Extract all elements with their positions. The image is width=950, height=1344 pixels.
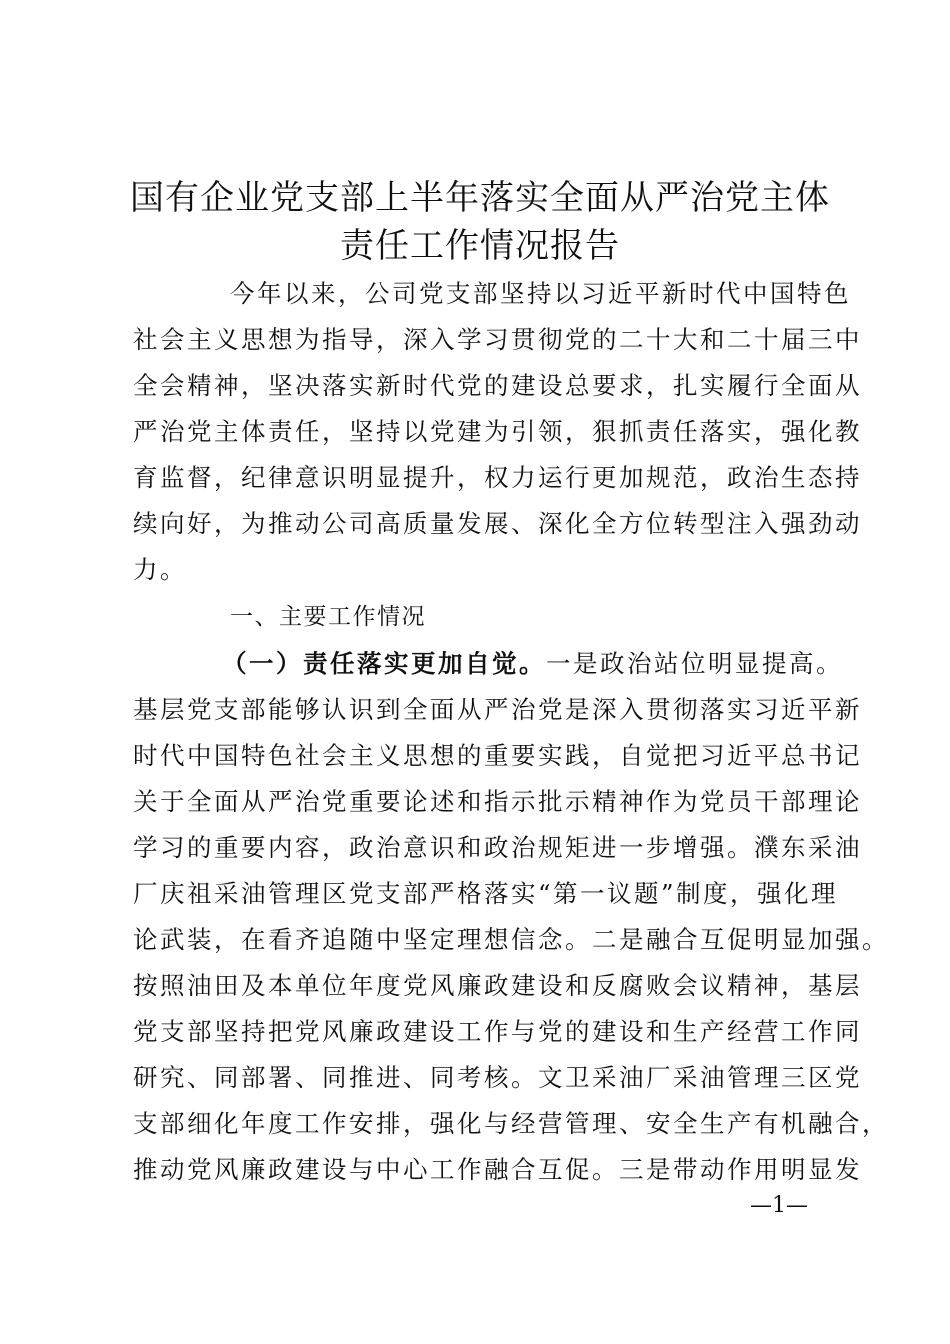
body-line: 按照油田及本单位年度党风廉政建设和反腐败会议精神，基层 (133, 971, 862, 1000)
intro-line: 力。 (133, 555, 187, 584)
intro-line: 续向好，为推动公司高质量发展、深化全方位转型注入强劲动 (133, 509, 862, 538)
intro-line: 社会主义思想为指导，深入学习贯彻党的二十大和二十届三中 (133, 325, 862, 354)
body-line: 学习的重要内容，政治意识和政治规矩进一步增强。濮东采油 (133, 833, 862, 862)
intro-line: 今年以来，公司党支部坚持以习近平新时代中国特色 (230, 279, 851, 308)
body-line: 时代中国特色社会主义思想的重要实践，自觉把习近平总书记 (133, 741, 862, 770)
body-line: 关于全面从严治党重要论述和指示批示精神作为党员干部理论 (133, 787, 862, 816)
document-title-line-2: 责任工作情况报告 (340, 226, 620, 266)
intro-line: 育监督，纪律意识明显提升，权力运行更加规范，政治生态持 (133, 463, 862, 492)
body-line: 研究、同部署、同推进、同考核。文卫采油厂采油管理三区党 (133, 1063, 862, 1092)
body-line: 推动党风廉政建设与中心工作融合互促。三是带动作用明显发 (133, 1155, 862, 1184)
subsection-heading: （一）责任落实更加自觉。 (222, 649, 546, 678)
body-line: 支部细化年度工作安排，强化与经营管理、安全生产有机融合， (133, 1109, 889, 1138)
body-line: 论武装，在看齐追随中坚定理想信念。二是融合互促明显加强。 (133, 925, 889, 954)
section-heading: 一、主要工作情况 (230, 604, 426, 630)
document-title-line-1: 国有企业党支部上半年落实全面从严治党主体 (130, 178, 830, 218)
subsection-first-line (222, 645, 843, 680)
intro-line: 全会精神，坚决落实新时代党的建设总要求，扎实履行全面从 (133, 371, 862, 400)
intro-line: 严治党主体责任，坚持以党建为引领，狠抓责任落实，强化教 (133, 417, 862, 446)
page-number: —1— (750, 1193, 808, 1218)
body-line: 党支部坚持把党风廉政建设工作与党的建设和生产经营工作同 (133, 1017, 862, 1046)
body-line: 厂庆祖采油管理区党支部严格落实“第一议题”制度，强化理 (133, 879, 839, 908)
subsection-first-line-text: 一是政治站位明显提高。 (546, 649, 843, 678)
body-line: 基层党支部能够认识到全面从严治党是深入贯彻落实习近平新 (133, 695, 862, 724)
